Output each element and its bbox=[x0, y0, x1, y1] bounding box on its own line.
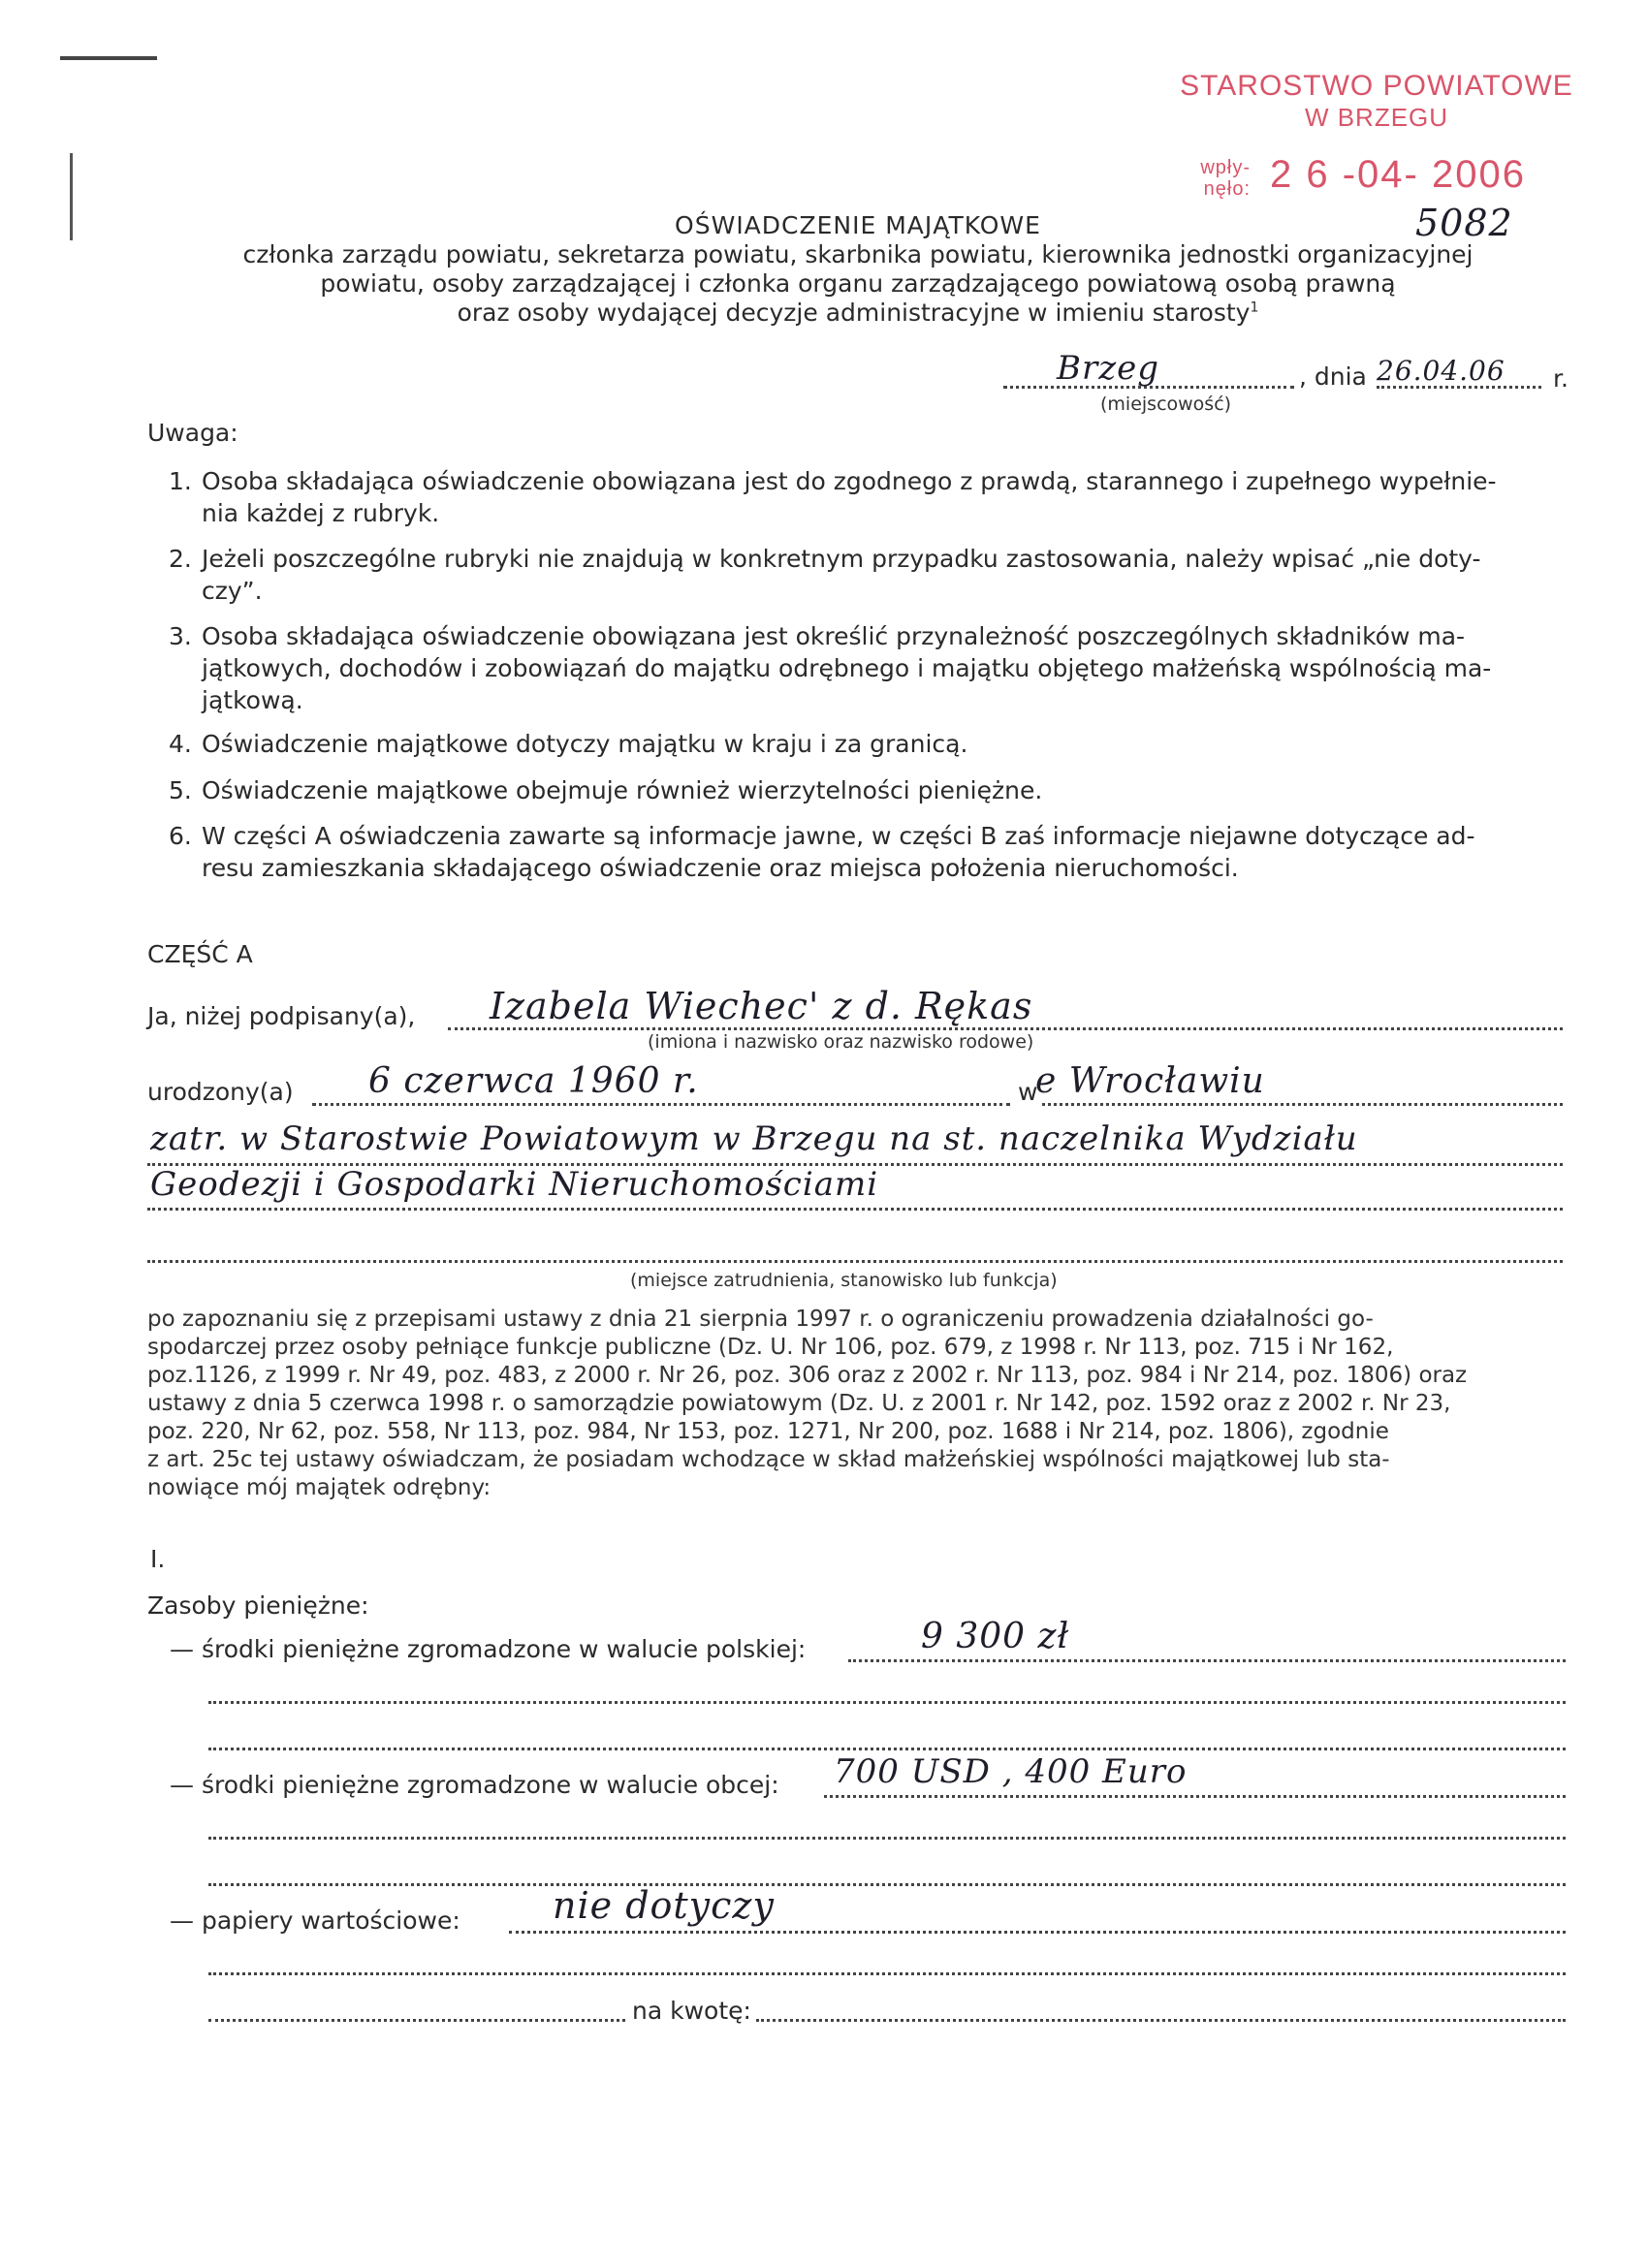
stamp-received-date: 2 6 -04- 2006 bbox=[1270, 153, 1526, 196]
name-value: Izabela Wiechec' z d. Rękas bbox=[490, 985, 1033, 1027]
note-line: czy”. bbox=[202, 577, 263, 605]
name-caption: (imiona i nazwisko oraz nazwisko rodowe) bbox=[648, 1031, 1034, 1053]
note-item-2 bbox=[169, 543, 1578, 607]
securities-value: nie dotyczy bbox=[553, 1884, 775, 1927]
stamp-received-label: wpły- nęło: bbox=[1200, 157, 1251, 200]
note-line: W części A oświadczenia zawarte są informacje jawne, w części B zaś informacje niejawne dotyczące ad- bbox=[202, 822, 1475, 850]
legal-line: ustawy z dnia 5 czerwca 1998 r. o samorządzie powiatowym (Dz. U. z 2001 r. Nr 142, poz. 1592 oraz z 2002 r. Nr 23, bbox=[147, 1391, 1451, 1416]
note-item-3 bbox=[169, 620, 1578, 716]
notes-heading: Uwaga: bbox=[147, 419, 238, 447]
foreign-dots bbox=[824, 1795, 1566, 1798]
note-line: resu zamieszkania składającego oświadczenie oraz miejsca położenia nieruchomości. bbox=[202, 854, 1239, 882]
foreign-dots bbox=[208, 1883, 1566, 1886]
pln-label: — środki pieniężne zgromadzone w walucie polskiej: bbox=[170, 1635, 807, 1663]
legal-line: poz. 220, Nr 62, poz. 558, Nr 113, poz. 984, Nr 153, poz. 1271, Nr 200, poz. 1688 i Nr 214, poz. 1806), zgodnie bbox=[147, 1419, 1389, 1444]
note-item-6 bbox=[169, 820, 1578, 884]
employment-caption: (miejsce zatrudnienia, stanowisko lub funkcja) bbox=[630, 1270, 1058, 1291]
foreign-label: — środki pieniężne zgromadzone w walucie obcej: bbox=[170, 1771, 779, 1799]
note-number: 5. bbox=[169, 776, 192, 804]
note-line: jątkowych, dochodów i zobowiązań do majątku odrębnego i majątku objętego małżeńską wspólnością ma- bbox=[202, 654, 1492, 682]
securities-dots bbox=[509, 1931, 1566, 1934]
pln-dots bbox=[208, 1748, 1566, 1750]
place-value: Brzeg bbox=[1057, 349, 1160, 388]
note-number: 6. bbox=[169, 822, 192, 850]
note-number: 2. bbox=[169, 545, 192, 573]
note-item-1 bbox=[169, 465, 1578, 529]
pln-dots bbox=[208, 1701, 1566, 1704]
securities-label: — papiery wartościowe: bbox=[170, 1906, 460, 1935]
legal-paragraph bbox=[147, 1306, 1582, 1502]
note-item-4 bbox=[169, 728, 1578, 760]
born-in-label: w bbox=[1018, 1078, 1038, 1106]
legal-line: poz.1126, z 1999 r. Nr 49, poz. 483, z 2000 r. Nr 26, poz. 306 oraz z 2002 r. Nr 113, poz. 984 i Nr 214, poz. 1806) oraz bbox=[147, 1363, 1468, 1388]
header-line1: członka zarządu powiatu, sekretarza powiatu, skarbnika powiatu, kierownika jednostki organizacyjnej bbox=[242, 240, 1474, 268]
born-place-dots bbox=[1042, 1103, 1563, 1106]
legal-line: spodarczej przez osoby pełniące funkcje publiczne (Dz. U. Nr 106, poz. 679, z 1998 r. Nr 113, poz. 715 i Nr 162, bbox=[147, 1335, 1394, 1360]
employment-dots bbox=[147, 1208, 1563, 1211]
securities-dots bbox=[208, 1972, 1566, 1975]
year-suffix: r. bbox=[1553, 364, 1569, 393]
employment-dots bbox=[147, 1260, 1563, 1263]
note-line: Osoba składająca oświadczenie obowiązana jest do zgodnego z prawdą, starannego i zupełnego wypełnie- bbox=[202, 467, 1497, 495]
employment-line2: Geodezji i Gospodarki Nieruchomościami bbox=[150, 1165, 879, 1204]
name-dots bbox=[448, 1027, 1563, 1030]
foreign-value: 700 USD , 400 Euro bbox=[834, 1752, 1188, 1791]
born-label: urodzony(a) bbox=[147, 1078, 294, 1106]
note-number: 4. bbox=[169, 730, 192, 758]
amount-dots bbox=[756, 2019, 1566, 2022]
name-label: Ja, niżej podpisany(a), bbox=[147, 1002, 416, 1030]
foreign-dots bbox=[208, 1837, 1566, 1840]
stamp-office-line2: W BRZEGU bbox=[1304, 103, 1449, 132]
pln-value: 9 300 zł bbox=[921, 1617, 1070, 1656]
note-number: 3. bbox=[169, 622, 192, 650]
employment-line1: zatr. w Starostwie Powiatowym w Brzegu na st. naczelnika Wydziału bbox=[150, 1119, 1358, 1158]
section-heading: Zasoby pieniężne: bbox=[147, 1591, 369, 1620]
legal-line: z art. 25c tej ustawy oświadczam, że posiadam wchodzące w skład małżeńskiej wspólności majątkowej lub sta- bbox=[147, 1447, 1390, 1472]
footnote-mark: 1 bbox=[1250, 299, 1259, 316]
legal-line: nowiące mój majątek odrębny: bbox=[147, 1475, 491, 1500]
section-roman: I. bbox=[150, 1545, 166, 1573]
note-line: Osoba składająca oświadczenie obowiązana jest określić przynależność poszczególnych składników ma- bbox=[202, 622, 1466, 650]
born-date-dots bbox=[312, 1103, 1010, 1106]
header-line3-wrap bbox=[0, 299, 1648, 327]
born-place-value: e Wrocławiu bbox=[1035, 1061, 1265, 1101]
part-a-heading: CZĘŚĆ A bbox=[147, 940, 253, 968]
note-line: Oświadczenie majątkowe obejmuje również wierzytelności pieniężne. bbox=[202, 776, 1043, 804]
header-line3: oraz osoby wydającej decyzje administracyjne w imieniu starosty bbox=[457, 299, 1251, 327]
note-number: 1. bbox=[169, 467, 192, 495]
office-stamp bbox=[1158, 70, 1595, 133]
note-line: nia każdej z rubryk. bbox=[202, 499, 440, 527]
note-item-5 bbox=[169, 774, 1578, 806]
legal-line: po zapoznaniu się z przepisami ustawy z dnia 21 sierpnia 1997 r. o ograniczeniu prowadzenia działalności go- bbox=[147, 1307, 1374, 1332]
header-line2: powiatu, osoby zarządzającej i członka organu zarządzającego powiatową osobą prawną bbox=[320, 269, 1396, 298]
note-line: Oświadczenie majątkowe dotyczy majątku w kraju i za granicą. bbox=[202, 730, 968, 758]
stamp-reg-number: 5082 bbox=[1415, 202, 1513, 244]
pln-dots bbox=[848, 1659, 1566, 1662]
margin-mark bbox=[60, 56, 157, 60]
stamp-office-line1: STAROSTWO POWIATOWE bbox=[1180, 70, 1573, 102]
place-caption: (miejscowość) bbox=[1100, 394, 1232, 415]
document-title: OŚWIADCZENIE MAJĄTKOWE bbox=[675, 211, 1041, 239]
note-line: jątkową. bbox=[202, 686, 303, 714]
amount-dots bbox=[208, 2019, 625, 2022]
born-date-value: 6 czerwca 1960 r. bbox=[368, 1061, 699, 1101]
note-line: Jeżeli poszczególne rubryki nie znajdują w konkretnym przypadku zastosowania, należy wpisać „nie doty- bbox=[202, 545, 1481, 573]
date-prefix: , dnia bbox=[1299, 362, 1367, 391]
amount-label: na kwotę: bbox=[632, 1997, 751, 2025]
date-value: 26.04.06 bbox=[1377, 355, 1505, 387]
